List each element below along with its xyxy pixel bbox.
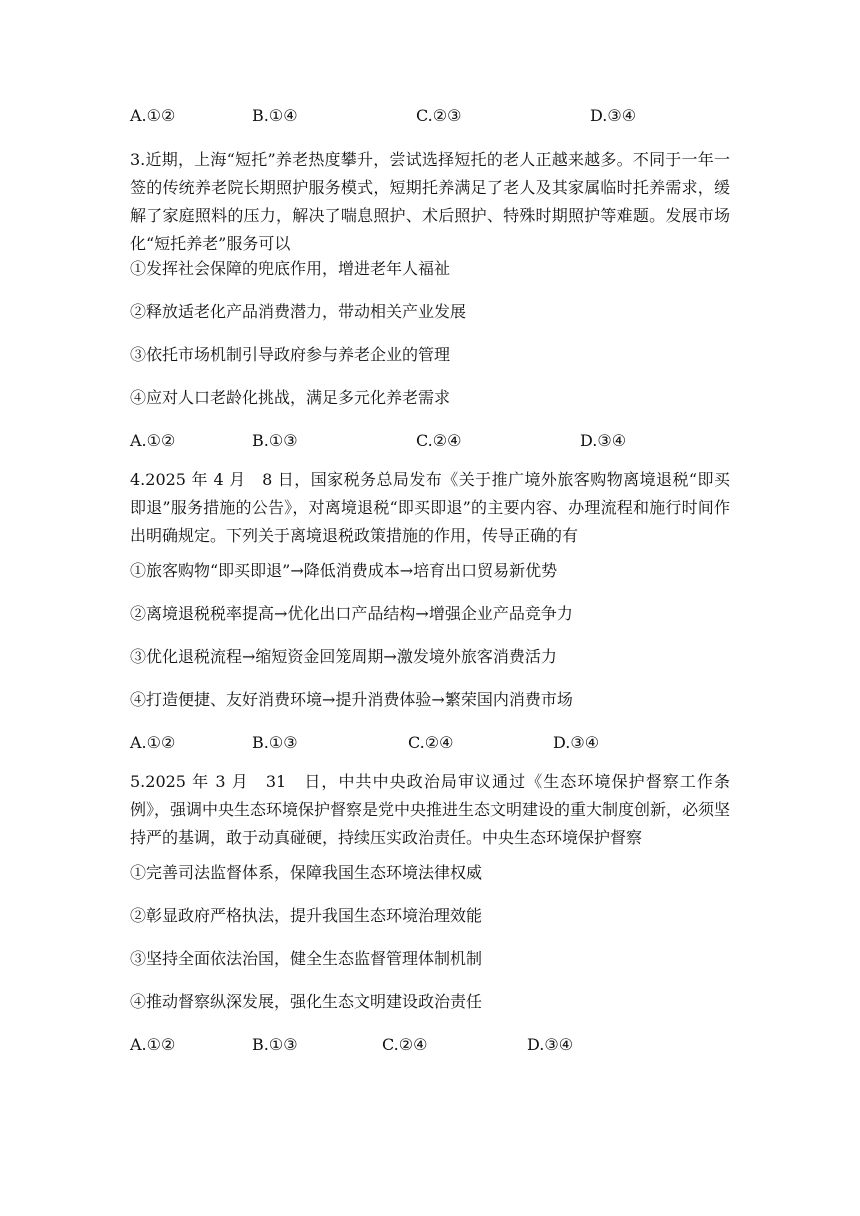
question-4-option-c: C.②④: [408, 733, 454, 752]
question-3-option-c: C.②④: [416, 431, 462, 450]
option-c: C.②③: [416, 106, 462, 125]
question-4-item-3: ③优化退税流程→缩短资金回笼周期→激发境外旅客消费活力: [130, 647, 557, 666]
question-4-item-4: ④打造便捷、友好消费环境→提升消费体验→繁荣国内消费市场: [130, 690, 573, 709]
question-5-option-b: B.①③: [252, 1035, 298, 1054]
question-5-option-a: A.①②: [130, 1035, 176, 1054]
question-4-option-a: A.①②: [130, 733, 176, 752]
option-b: B.①④: [252, 106, 298, 125]
option-d: D.③④: [590, 106, 637, 125]
question-5-item-1: ①完善司法监督体系，保障我国生态环境法律权威: [130, 863, 483, 882]
question-4-option-d: D.③④: [553, 733, 600, 752]
question-3-option-d: D.③④: [580, 431, 627, 450]
question-5-item-2: ②彰显政府严格执法，提升我国生态环境治理效能: [130, 906, 483, 925]
question-3-option-a: A.①②: [130, 431, 176, 450]
question-3-item-1: ①发挥社会保障的兜底作用，增进老年人福祉: [130, 259, 451, 278]
question-5-stem: 5.2025 年 3 月 31 日，中共中央政治局审议通过《生态环境保护督察工作条例》，强调中央生态环境保护督察是党中央推进生态文明建设的重大制度创新，必须坚持严的基调，敢于动真碰硬，持续压实政治责任。中央生态环境保护督察: [130, 772, 731, 847]
question-5-option-d: D.③④: [527, 1035, 574, 1054]
question-5-item-3: ③坚持全面依法治国，健全生态监督管理体制机制: [130, 949, 483, 968]
question-3-item-3: ③依托市场机制引导政府参与养老企业的管理: [130, 345, 451, 364]
question-4-option-b: B.①③: [252, 733, 298, 752]
question-3-stem: 3.近期，上海“短托”养老热度攀升，尝试选择短托的老人正越来越多。不同于一年一签的传统养老院长期照护服务模式，短期托养满足了老人及其家属临时托养需求，缓解了家庭照料的压力，解决了喘息照护、术后照护、特殊时期照护等难题。发展市场化“短托养老”服务可以: [130, 150, 730, 253]
question-3-item-2: ②释放适老化产品消费潜力，带动相关产业发展: [130, 302, 467, 321]
question-5-item-4: ④推动督察纵深发展，强化生态文明建设政治责任: [130, 992, 483, 1011]
question-3-item-4: ④应对人口老龄化挑战，满足多元化养老需求: [130, 388, 451, 407]
question-3-option-b: B.①③: [252, 431, 298, 450]
question-5-option-c: C.②④: [382, 1035, 428, 1054]
question-4-stem: 4.2025 年 4 月 8 日，国家税务总局发布《关于推广境外旅客购物离境退税“即买即退”服务措施的公告》，对离境退税“即买即退”的主要内容、办理流程和施行时间作出明确规定。下列关于离境退税政策措施的作用，传导正确的有: [130, 470, 730, 545]
question-4-item-2: ②离境退税税率提高→优化出口产品结构→增强企业产品竞争力: [130, 604, 573, 623]
option-a: A.①②: [130, 106, 176, 125]
question-4-item-1: ①旅客购物“即买即退”→降低消费成本→培育出口贸易新优势: [130, 561, 558, 580]
